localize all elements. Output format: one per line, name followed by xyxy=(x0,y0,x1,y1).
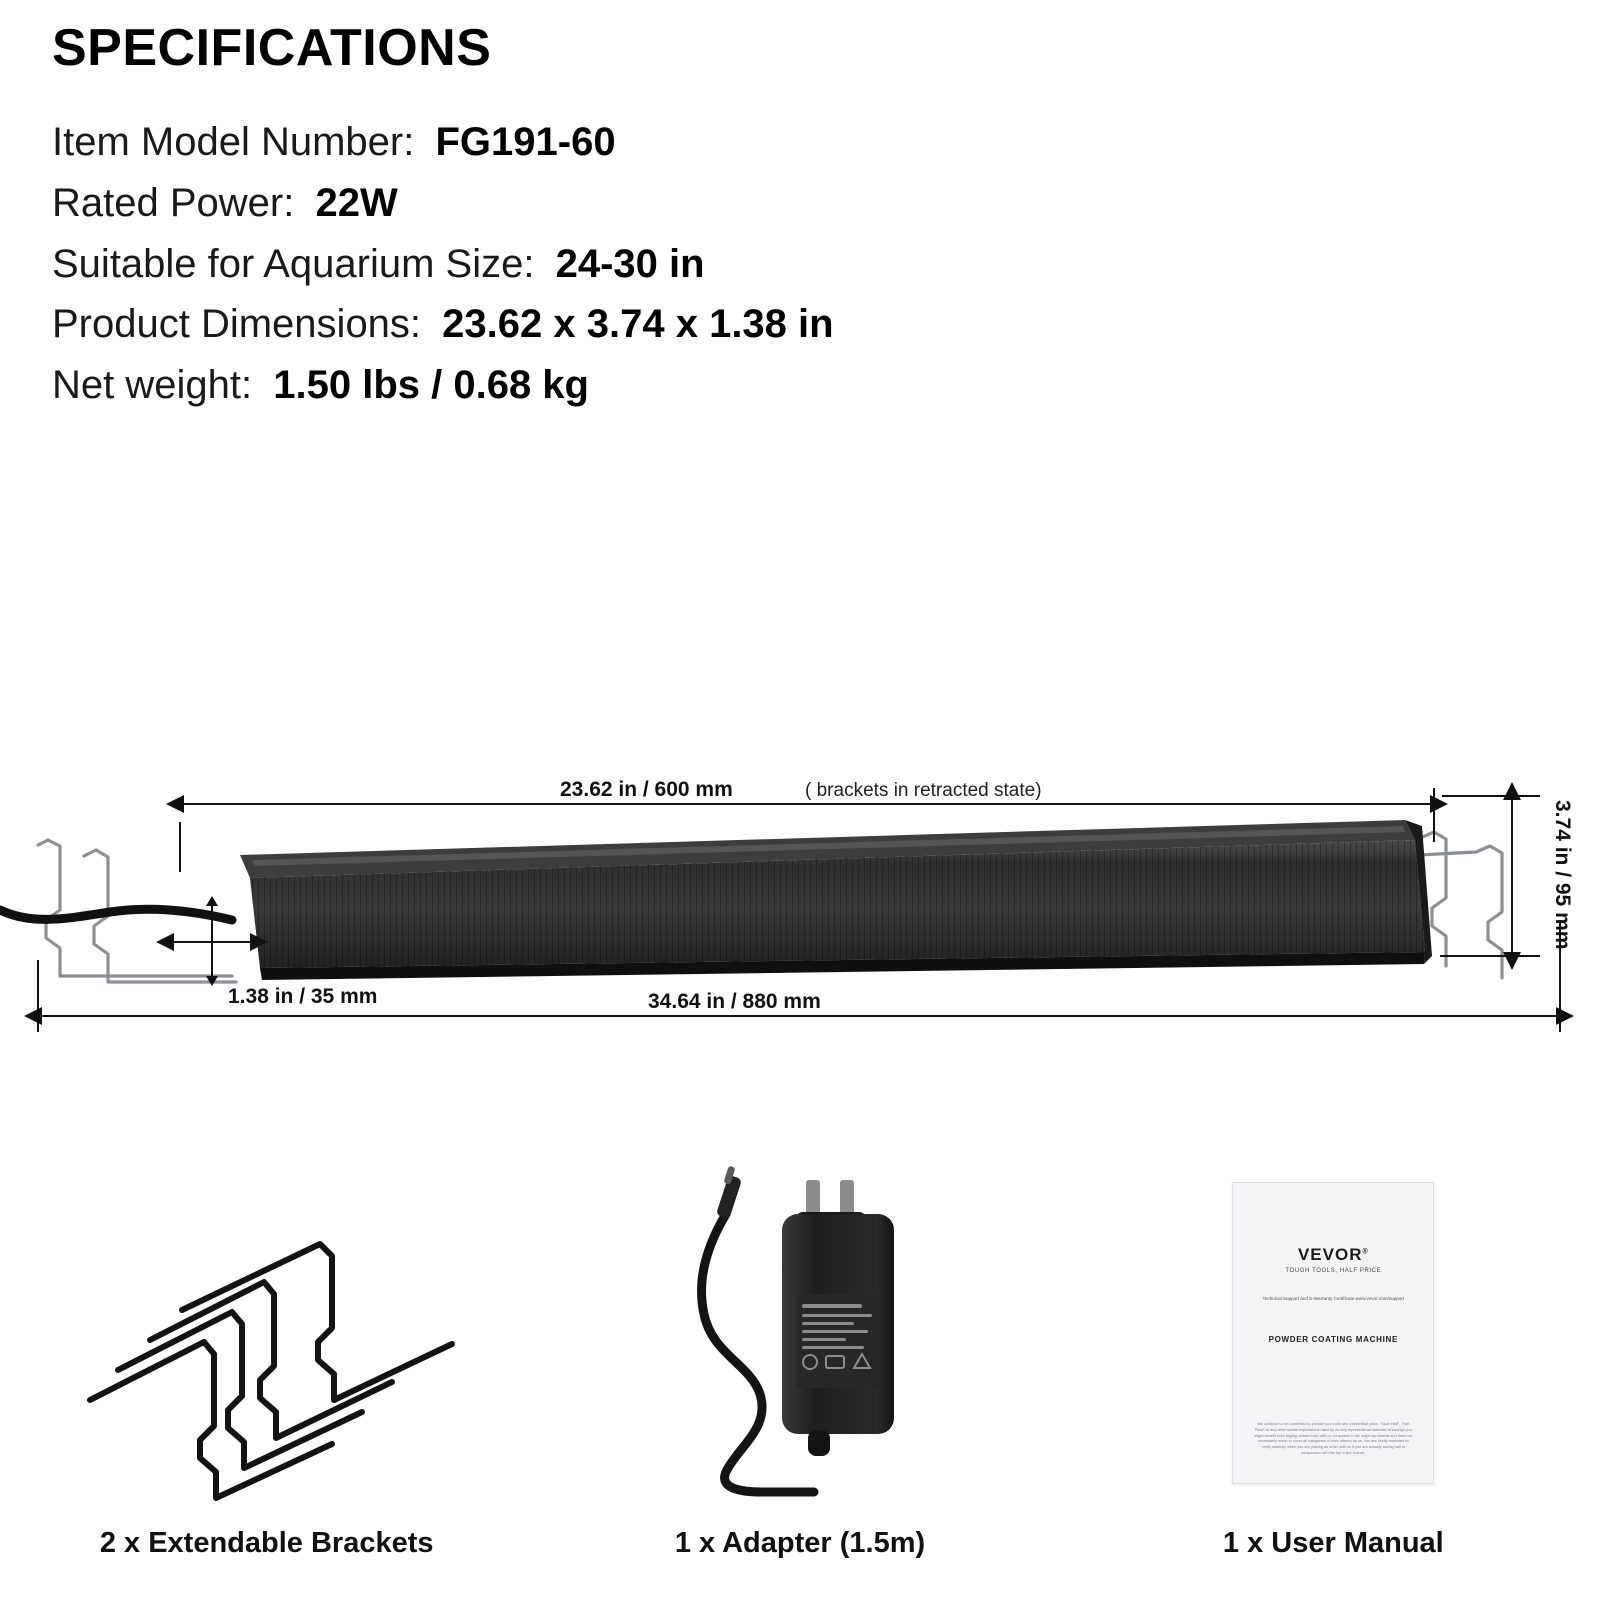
manual-brand xyxy=(1298,1245,1369,1265)
manual-legal-text: We continue to be committed to provide you tools with competitive price. "Save Half", "Half Price" or any other similar expressions used by us only represents an estimate of savings you might benefit from buying certain tools with us compared to the major top brands and does not necessarily mean to cover all categories of tools offered by us. You are kindly reminded to verify carefully when you are placing an order with us if you are actually saving half in comparison with the top major brands. xyxy=(1254,1421,1413,1456)
manual-brand-text: VEVOR xyxy=(1297,1245,1363,1264)
accessory-item-adapter xyxy=(533,1090,1066,1560)
spec-label-model: Item Model Number: xyxy=(52,120,415,164)
height-dimension-label: 1.38 in / 35 mm xyxy=(228,985,378,1008)
page-title: SPECIFICATIONS xyxy=(52,19,492,77)
manual-tagline: TOUGH TOOLS, HALF PRICE xyxy=(1285,1268,1382,1274)
spec-value-aquarium-size: 24-30 in xyxy=(555,241,705,286)
accessory-caption-brackets: 2 x Extendable Brackets xyxy=(99,1527,434,1559)
accessory-item-brackets xyxy=(0,1090,533,1560)
accessory-caption-adapter: 1 x Adapter (1.5m) xyxy=(674,1527,926,1559)
accessories-section xyxy=(0,1090,1600,1560)
spec-label-power: Rated Power: xyxy=(52,180,295,225)
spec-value-net-weight: 1.50 lbs / 0.68 kg xyxy=(273,363,589,408)
spec-label-aquarium-size: Suitable for Aquarium Size: xyxy=(52,241,535,286)
specifications-section xyxy=(52,18,1552,416)
depth-dimension-label: 3.74 in / 95 mm xyxy=(1551,800,1574,950)
overall-width-label: 34.64 in / 880 mm xyxy=(648,990,821,1013)
spec-row-aquarium-size xyxy=(52,234,1552,295)
spec-row-model xyxy=(52,112,1552,173)
accessory-item-manual xyxy=(1067,1090,1600,1560)
spec-row-dimensions xyxy=(52,294,1552,355)
manual-product-name: POWDER COATING MACHINE xyxy=(1268,1334,1399,1344)
spec-row-net-weight xyxy=(52,355,1552,416)
power-adapter-illustration xyxy=(533,1153,1066,1513)
spec-value-power: 22W xyxy=(315,180,398,225)
power-cable xyxy=(0,909,232,920)
depth-dimension-line xyxy=(1440,796,1540,956)
spec-label-dimensions: Product Dimensions: xyxy=(52,302,422,347)
spec-value-model: FG191-60 xyxy=(435,120,616,164)
registered-mark-icon: ® xyxy=(1362,1248,1369,1256)
user-manual-illustration xyxy=(1067,1153,1600,1513)
brackets-illustration xyxy=(0,1153,533,1513)
spec-value-dimensions: 23.62 x 3.74 x 1.38 in xyxy=(442,302,834,347)
spec-label-net-weight: Net weight: xyxy=(52,363,253,408)
manual-cover xyxy=(1232,1182,1434,1484)
spec-row-power xyxy=(52,173,1552,234)
manual-support-text: Technical Support and E-Warranty Certificate www.vevor.com/support xyxy=(1262,1296,1405,1301)
aquarium-light-fixture xyxy=(240,820,1432,980)
top-dimension-label: 23.62 in / 600 mm xyxy=(560,778,733,801)
top-dimension-note: ( brackets in retracted state) xyxy=(805,780,1042,801)
dimension-diagram xyxy=(0,760,1600,1060)
accessory-caption-manual: 1 x User Manual xyxy=(1222,1527,1444,1559)
